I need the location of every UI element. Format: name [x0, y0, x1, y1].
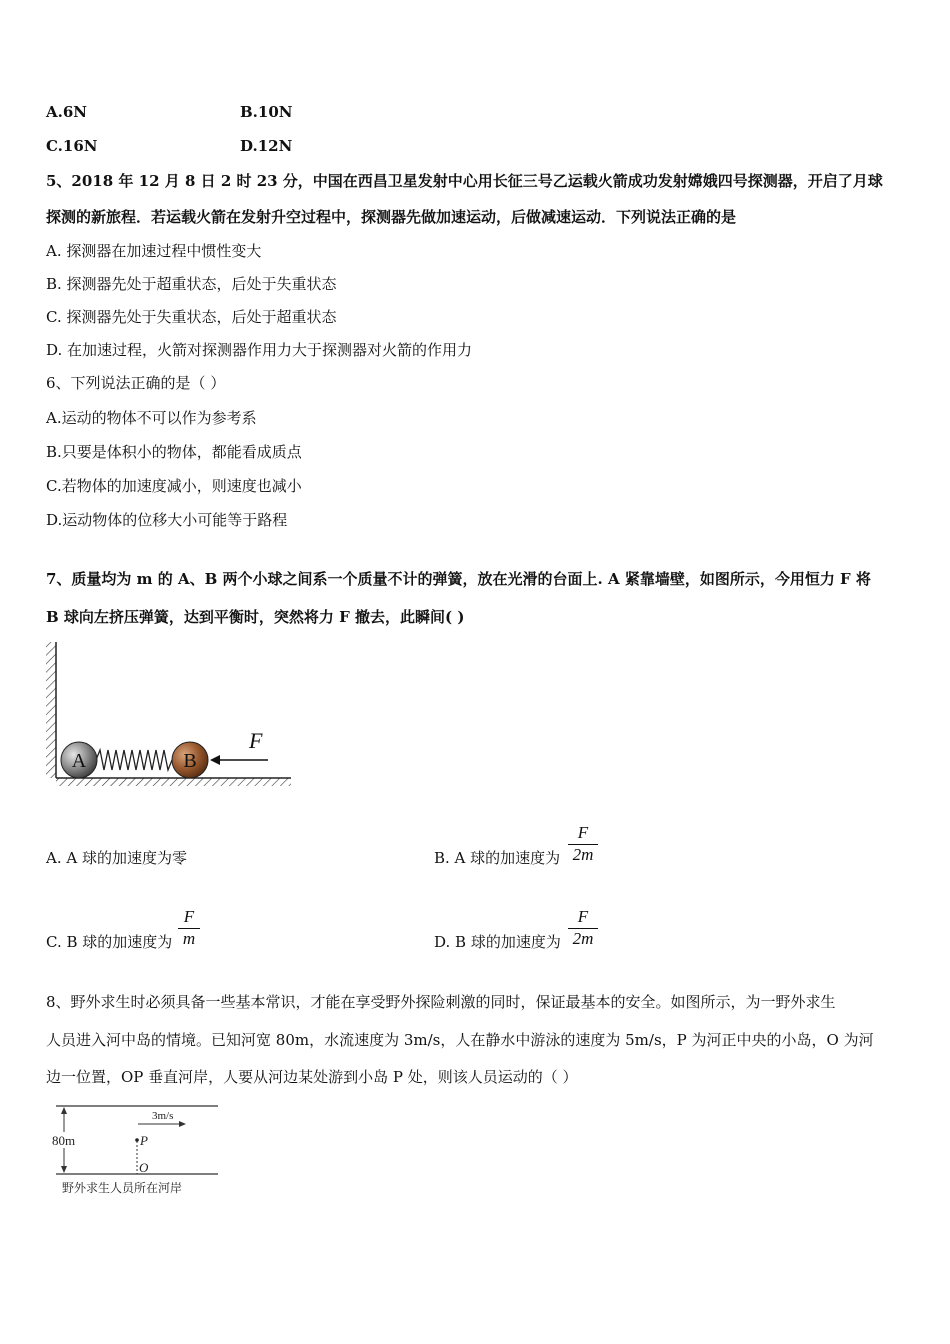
q6-option-a: A.运动的物体不可以作为参考系: [46, 409, 257, 427]
q7-stem-line1: 7、质量均为 m 的 A、B 两个小球之间系一个质量不计的弹簧，放在光滑的台面上. A 紧靠墙壁，如图所示，今用恒力 F 将: [46, 570, 871, 588]
current-speed-label: 3m/s: [152, 1110, 174, 1122]
q8-river-figure: [48, 1100, 228, 1200]
q8-stem-line3: 边一位置，OP 垂直河岸，人要从河边某处游到小岛 P 处，则该人员运动的（ ）: [46, 1068, 578, 1086]
q7-option-c-fraction: [178, 907, 200, 949]
q7-stem-line2: B 球向左挤压弹簧，达到平衡时，突然将力 F 撤去，此瞬间( ): [46, 608, 465, 626]
q7-option-c-numerator: F: [183, 907, 195, 926]
wall: [46, 642, 56, 778]
q6-option-c: C.若物体的加速度减小，则速度也减小: [46, 477, 302, 495]
width-label: 80m: [52, 1133, 76, 1148]
spring: [96, 750, 172, 770]
q7-option-b-fraction: [568, 823, 598, 865]
ball-b-label: B: [183, 750, 197, 772]
island-p: [135, 1138, 139, 1142]
q7-option-d-numerator: F: [577, 907, 589, 926]
q6-option-d: D.运动物体的位移大小可能等于路程: [46, 511, 288, 529]
q6-stem: 6、下列说法正确的是（ ）: [46, 374, 226, 392]
q4-option-c: C.16N: [46, 137, 98, 155]
q7-option-d: D. B 球的加速度为: [434, 933, 561, 951]
q5-option-a: A. 探测器在加速过程中惯性变大: [46, 242, 262, 260]
q7-option-a: A. A 球的加速度为零: [46, 849, 187, 867]
q7-option-c: C. B 球的加速度为: [46, 933, 173, 951]
q7-option-d-fraction: [568, 907, 598, 949]
q7-option-b: B. A 球的加速度为: [434, 849, 561, 867]
q5-option-b: B. 探测器先处于超重状态，后处于失重状态: [46, 275, 337, 293]
q7-option-b-denominator: 2m: [572, 845, 594, 864]
bank-caption: 野外求生人员所在河岸: [62, 1181, 183, 1195]
point-o-label: O: [139, 1160, 149, 1175]
q7-option-d-denominator: 2m: [572, 929, 594, 948]
ball-a-label: A: [71, 750, 87, 772]
point-p-label: P: [140, 1133, 148, 1148]
q7-option-b-numerator: F: [577, 823, 589, 842]
q5-stem-line1: 5、2018 年 12 月 8 日 2 时 23 分，中国在西昌卫星发射中心用长征三号乙运载火箭成功发射嫦娥四号探测器，开启了月球: [46, 172, 883, 190]
force-label: F: [249, 728, 263, 753]
q4-option-b: B.10N: [240, 103, 293, 121]
q7-spring-figure: [44, 640, 294, 790]
q4-option-a: A.6N: [46, 103, 88, 121]
q7-option-c-denominator: m: [182, 929, 196, 948]
floor: [56, 778, 291, 786]
q5-option-d: D. 在加速过程，火箭对探测器作用力大于探测器对火箭的作用力: [46, 341, 473, 359]
q5-option-c: C. 探测器先处于失重状态，后处于超重状态: [46, 308, 337, 326]
q6-option-b: B.只要是体积小的物体，都能看成质点: [46, 443, 302, 461]
q8-stem-line2: 人员进入河中岛的情境。已知河宽 80m，水流速度为 3m/s，人在静水中游泳的速度为 5m/s，P 为河正中央的小岛，O 为河: [46, 1031, 874, 1049]
q8-stem-line1: 8、野外求生时必须具备一些基本常识，才能在享受野外探险刺激的同时，保证最基本的安全。如图所示，为一野外求生: [46, 993, 836, 1011]
q4-option-d: D.12N: [240, 137, 293, 155]
q5-stem-line2: 探测的新旅程．若运载火箭在发射升空过程中，探测器先做加速运动，后做减速运动．下列说法正确的是: [46, 208, 737, 226]
